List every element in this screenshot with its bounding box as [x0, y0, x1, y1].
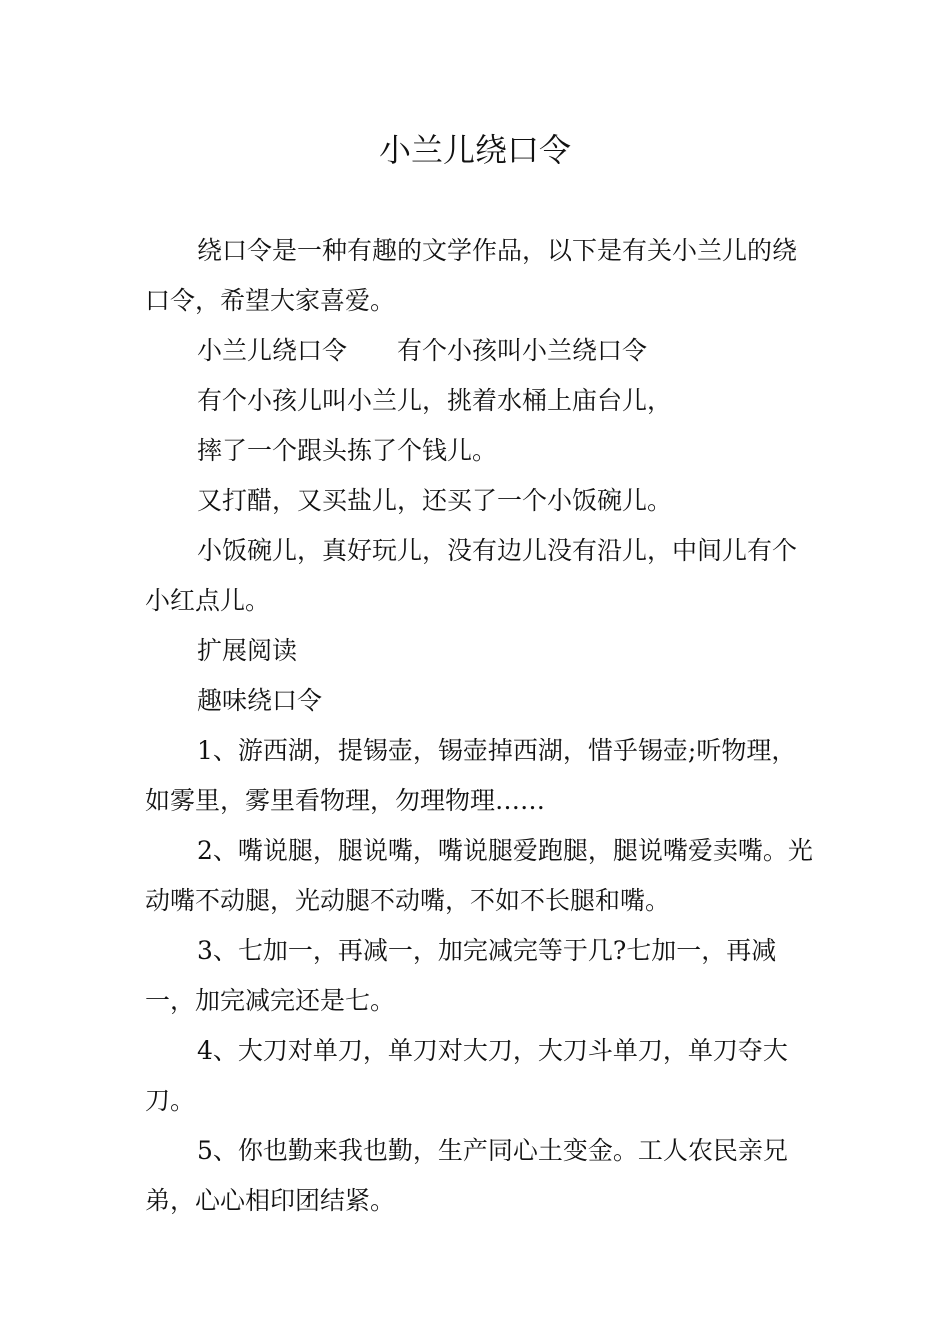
subheading-left: 小兰儿绕口令 [197, 336, 348, 365]
document-title: 小兰儿绕口令 [378, 131, 571, 169]
intro-paragraph: 绕口令是一种有趣的文学作品，以下是有关小兰儿的绕口令，希望大家喜爱。 [145, 236, 798, 315]
tongue-twister-item-3: 3、七加一，再减一，加完减完等于几?七加一，再减一，加完减完还是七。 [145, 936, 777, 1015]
fun-tongue-twister-heading: 趣味绕口令 [197, 686, 323, 715]
document-body [145, 226, 815, 1226]
poem-line-3: 又打醋，又买盐儿，还买了一个小饭碗儿。 [197, 486, 673, 515]
poem-line-4: 小饭碗儿，真好玩儿，没有边儿没有沿儿，中间儿有个小红点儿。 [145, 536, 798, 615]
tongue-twister-item-1: 1、游西湖，提锡壶，锡壶掉西湖，惜乎锡壶;听物理，如雾里，雾里看物理，勿理物理…… [145, 736, 797, 815]
poem-line-2: 摔了一个跟头拣了个钱儿。 [197, 436, 498, 465]
subheading-right: 有个小孩叫小兰绕口令 [397, 336, 648, 365]
poem-line-1: 有个小孩儿叫小兰儿，挑着水桶上庙台儿， [197, 386, 673, 415]
tongue-twister-item-5: 5、你也勤来我也勤，生产同心土变金。工人农民亲兄弟，心心相印团结紧。 [145, 1136, 788, 1215]
tongue-twister-item-4: 4、大刀对单刀，单刀对大刀，大刀斗单刀，单刀夺大刀。 [145, 1036, 788, 1115]
tongue-twister-item-2: 2、嘴说腿，腿说嘴，嘴说腿爱跑腿，腿说嘴爱卖嘴。光动嘴不动腿，光动腿不动嘴，不如不长腿和嘴。 [145, 836, 813, 915]
extended-reading-heading: 扩展阅读 [197, 636, 298, 665]
subheading-line [145, 326, 815, 376]
